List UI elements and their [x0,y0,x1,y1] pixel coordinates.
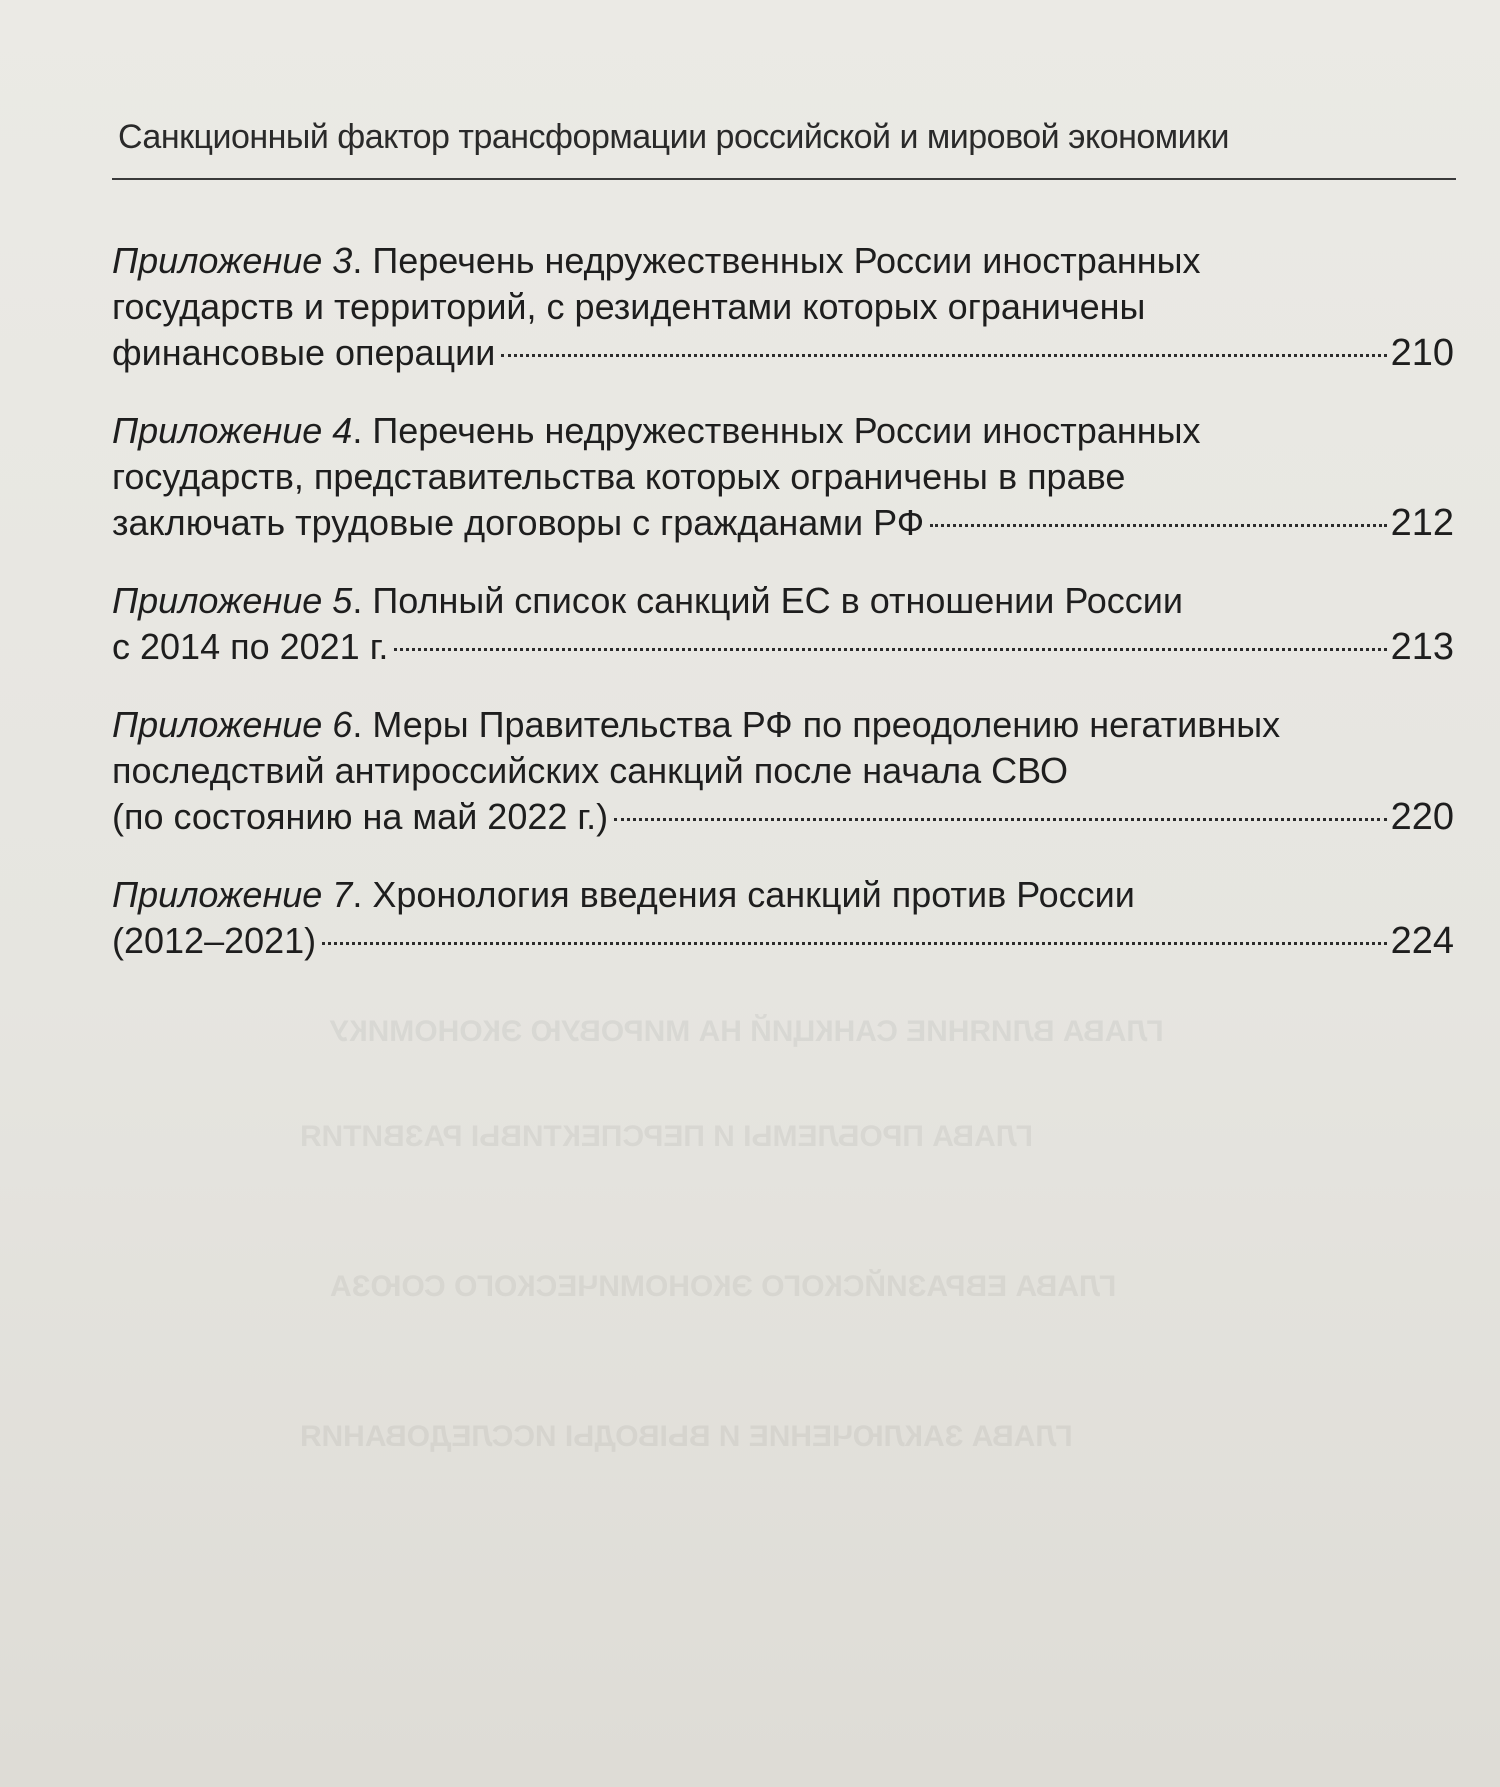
appendix-label: Приложение 3 [112,240,353,281]
toc-entry-line [112,238,1454,284]
entry-title-text: (2012–2021) [112,920,317,961]
entry-title-text: (по состоянию на май 2022 г.) [112,796,609,837]
appendix-label: Приложение 5 [112,580,353,621]
entry-title-text: . Меры Правительства РФ по преодолению негативных [352,704,1281,745]
appendix-label: Приложение 4 [112,410,353,451]
toc-entry-line: последствий антироссийских санкций после начала СВО [112,750,1068,791]
toc-entry-last-line [112,330,1454,376]
toc-entry-line: государств, представительства которых ограничены в праве [112,456,1126,497]
toc-entry-appendix-3 [112,238,1454,376]
running-header: Санкционный фактор трансформации российской и мировой экономики [118,118,1230,156]
page-number: 213 [1390,626,1454,668]
show-through-text: ГЛАВА ВЛИЯНИЕ САНКЦИЙ НА МИРОВУЮ ЭКОНОМИКУ [330,1015,1164,1048]
entry-title-text: заключать трудовые договоры с гражданами РФ [112,502,925,543]
dot-leader [930,524,1386,527]
toc-entry-last-line [112,624,1454,670]
toc-entry-appendix-7 [112,872,1454,964]
entry-title-text: финансовые операции [112,332,496,373]
toc-entry-line [112,578,1454,624]
dot-leader [501,354,1386,357]
show-through-text: ГЛАВА ЕВРАЗИЙСКОГО ЭКОНОМИЧЕСКОГО СОЮЗА [330,1270,1117,1303]
toc-entry-line: государств и территорий, с резидентами которых ограничены [112,286,1146,327]
entry-title-text: . Перечень недружественных России иностранных [352,410,1201,451]
toc-entry-line [112,872,1454,918]
appendix-label: Приложение 7 [112,874,353,915]
entry-title-text: . Хронология введения санкций против России [352,874,1135,915]
appendix-label: Приложение 6 [112,704,353,745]
page-number: 220 [1390,796,1454,838]
toc-entry-line [112,408,1454,454]
page-number: 210 [1390,332,1454,374]
entry-title-text: . Полный список санкций ЕС в отношении России [352,580,1184,621]
show-through-text: ГЛАВА ПРОБЛЕМЫ И ПЕРСПЕКТИВЫ РАЗВИТИЯ [300,1120,1034,1153]
page-number: 212 [1390,502,1454,544]
page-number: 224 [1390,920,1454,962]
header-rule [112,178,1456,180]
toc-entry-appendix-6 [112,702,1454,840]
toc-entry-line [112,702,1454,748]
toc-entry-last-line [112,794,1454,840]
entry-title-text: . Перечень недружественных России иностранных [352,240,1201,281]
dot-leader [614,818,1386,821]
dot-leader [322,942,1386,945]
toc-entry-last-line [112,500,1454,546]
show-through-text: ГЛАВА ЗАКЛЮЧЕНИЕ И ВЫВОДЫ ИССЛЕДОВАНИЯ [300,1420,1073,1453]
dot-leader [394,648,1386,651]
entry-title-text: с 2014 по 2021 г. [112,626,389,667]
toc-entry-last-line [112,918,1454,964]
toc-entry-appendix-5 [112,578,1454,670]
toc-entry-appendix-4 [112,408,1454,546]
table-of-contents [112,238,1454,964]
